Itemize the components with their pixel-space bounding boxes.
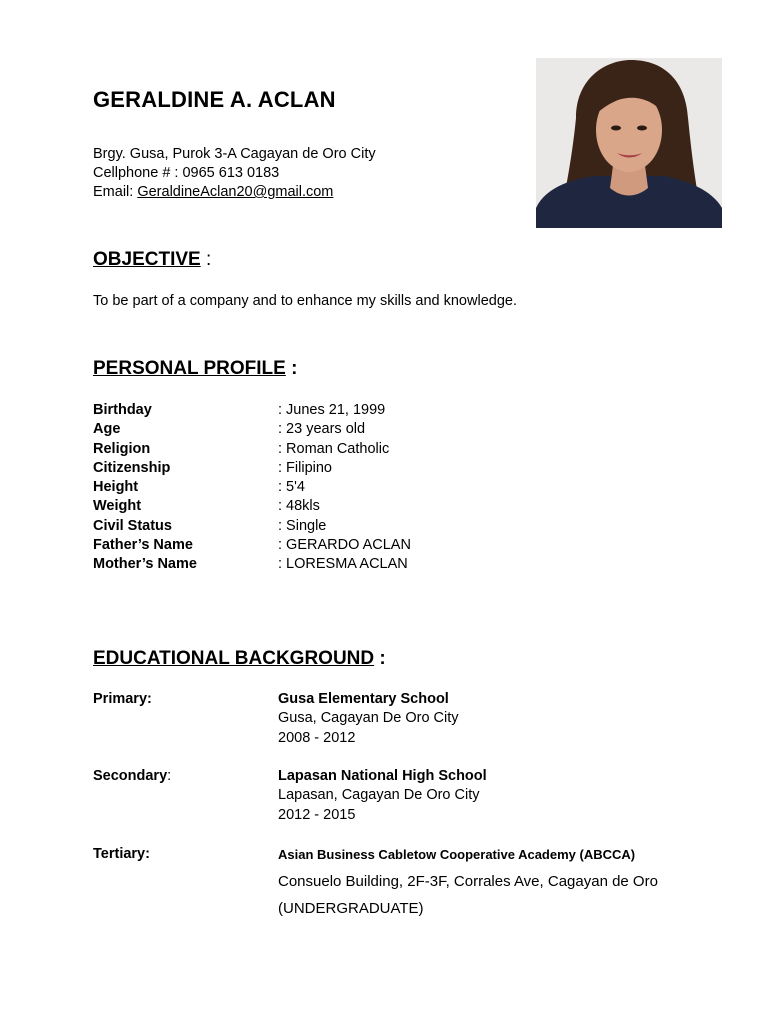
profile-label-fathers-name: Father’s Name: [93, 537, 193, 553]
address: Brgy. Gusa, Purok 3-A Cagayan de Oro City: [93, 146, 376, 162]
tertiary-school: Asian Business Cabletow Cooperative Academy (ABCCA): [278, 847, 636, 862]
profile-label-height: Height: [93, 479, 139, 495]
objective-heading: OBJECTIVE :: [93, 249, 212, 270]
profile-value-religion: : Roman Catholic: [278, 441, 390, 457]
secondary-years: 2012 - 2015: [278, 807, 356, 823]
profile-value-mothers-name: : LORESMA ACLAN: [278, 556, 408, 572]
profile-label-religion: Religion: [93, 441, 151, 457]
primary-school: Gusa Elementary School: [278, 691, 449, 707]
profile-value-fathers-name: : GERARDO ACLAN: [278, 537, 411, 553]
profile-label-civil-status: Civil Status: [93, 518, 172, 534]
primary-years: 2008 - 2012: [278, 730, 356, 746]
objective-text: To be part of a company and to enhance my skills and knowledge.: [93, 293, 517, 309]
profile-value-citizenship: : Filipino: [278, 460, 332, 476]
profile-value-weight: : 48kls: [278, 498, 320, 514]
educational-background-heading: EDUCATIONAL BACKGROUND :: [93, 648, 386, 669]
profile-value-age: : 23 years old: [278, 421, 366, 437]
tertiary-label: Tertiary:: [93, 846, 150, 862]
applicant-name: GERALDINE A. ACLAN: [93, 87, 336, 112]
tertiary-status: (UNDERGRADUATE): [278, 900, 424, 917]
profile-value-height: : 5'4: [278, 479, 305, 495]
profile-label-birthday: Birthday: [93, 402, 152, 418]
portrait-illustration: [536, 58, 722, 228]
secondary-label: Secondary:: [93, 768, 172, 784]
profile-photo: [536, 58, 722, 228]
profile-label-weight: Weight: [93, 498, 142, 514]
primary-label: Primary:: [93, 691, 152, 707]
profile-value-birthday: : Junes 21, 1999: [278, 402, 386, 418]
secondary-location: Lapasan, Cagayan De Oro City: [278, 787, 480, 803]
profile-label-citizenship: Citizenship: [93, 460, 171, 476]
cellphone: Cellphone # : 0965 613 0183: [93, 165, 280, 181]
profile-value-civil-status: : Single: [278, 518, 327, 534]
personal-profile-heading: PERSONAL PROFILE :: [93, 358, 298, 379]
email-line: [93, 184, 333, 200]
email-link[interactable]: GeraldineAclan20@gmail.com: [137, 184, 334, 200]
profile-label-mothers-name: Mother’s Name: [93, 556, 197, 572]
tertiary-location: Consuelo Building, 2F-3F, Corrales Ave, Cagayan de Oro: [278, 873, 658, 890]
secondary-school: Lapasan National High School: [278, 768, 487, 784]
primary-location: Gusa, Cagayan De Oro City: [278, 710, 459, 726]
email-label: Email:: [93, 184, 138, 200]
profile-label-age: Age: [93, 421, 121, 437]
